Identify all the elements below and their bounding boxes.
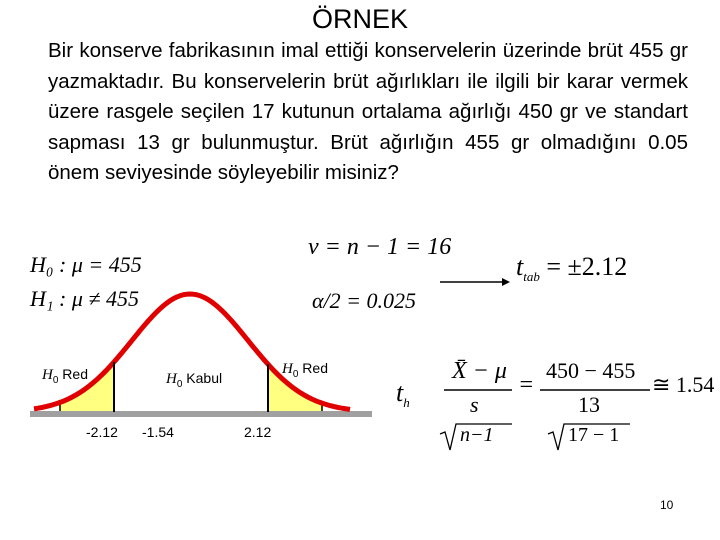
arrow-head-icon <box>502 278 510 286</box>
slide-title: ÖRNEK <box>311 4 409 34</box>
t-h-result: ≅ 1.54 <box>652 372 715 397</box>
frac1-s: s <box>470 392 479 417</box>
degrees-of-freedom: v = n − 1 = 16 <box>308 234 452 260</box>
frac1-numerator: X̄ − μ <box>452 358 507 384</box>
left-region-label: $H_0$ Red <box>42 366 88 386</box>
null-hypothesis: H₀ : μ = 455 <box>30 252 142 277</box>
frac2-numerator: 450 − 455 <box>546 358 636 383</box>
t-tab-symbol: t <box>516 252 524 281</box>
alt-hypothesis: H₁ : μ ≠ 455 <box>30 286 139 311</box>
tick-left-critical: -2.12 <box>86 424 118 440</box>
t-tab-value: = ±2.12 <box>546 252 628 281</box>
normal-curve <box>34 294 350 409</box>
center-region-label: $H_0$ Kabul <box>166 370 223 390</box>
t-h-symbol: $t_h$ <box>396 378 410 411</box>
tick-test-stat: -1.54 <box>142 424 174 440</box>
t-tab-subscript: tab <box>523 269 540 285</box>
right-region-label: $H_0$ Red <box>282 360 328 380</box>
equals-1: = <box>518 372 535 398</box>
page-number: 10 <box>660 498 674 512</box>
frac2-root: 17 − 1 <box>568 424 620 446</box>
tick-right-critical: 2.12 <box>244 424 272 440</box>
frac2-13: 13 <box>578 392 600 417</box>
problem-text: Bir konserve fabrikasının imal ettiği konservelerin üzerinde brüt 455 gr yazmaktadır. Bu konservelerin brüt ağırlıkları ile ilgili bir karar vermek üzere rasgele seçilen 17 kutunun ortalama ağırlığı 450 gr ve standart sapması 13 gr bulunmuştur. Brüt ağırlığın 455 gr olmadığını 0.05 önem seviyesinde söyleyebilir misiniz? <box>48 39 688 184</box>
alpha-half: α/2 = 0.025 <box>312 288 417 313</box>
frac1-root: n−1 <box>460 424 494 446</box>
